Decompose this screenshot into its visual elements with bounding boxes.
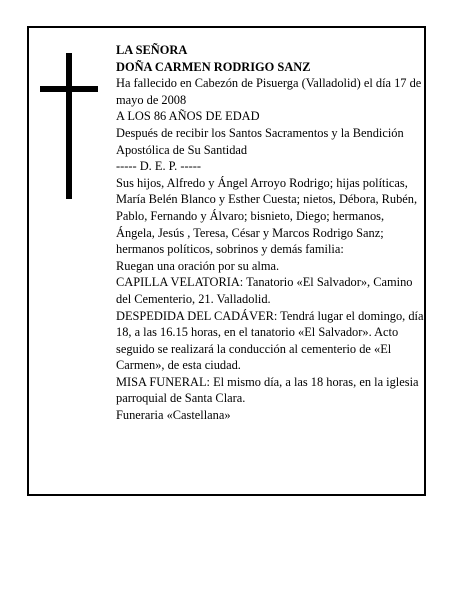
death-info: Ha fallecido en Cabezón de Pisuerga (Valladolid) el día 17 de mayo de 2008 <box>116 76 422 107</box>
cross-icon <box>40 53 98 199</box>
deceased-name: DOÑA CARMEN RODRIGO SANZ <box>116 59 311 74</box>
rip-line: ----- D. E. P. ----- <box>116 159 201 174</box>
cross-horizontal-bar <box>40 86 98 92</box>
sacraments-line: Después de recibir los Santos Sacramentos y la Bendición Apostólica de Su Santidad <box>116 125 404 157</box>
prayer-request: Ruegan una oración por su alma. <box>116 258 280 273</box>
funeral-home: Funeraria «Castellana» <box>116 408 231 423</box>
farewell-info: DESPEDIDA DEL CADÁVER: Tendrá lugar el domingo, día 18, a las 16.15 horas, en el tanatorio «El Salvador». Acto seguido se realizará la conducción al cementerio de «El Carmen», de esta ciudad. <box>116 308 424 373</box>
notice-title: LA SEÑORA <box>116 43 188 57</box>
cross-vertical-bar <box>66 53 72 199</box>
chapel-info: CAPILLA VELATORIA: Tanatorio «El Salvador», Camino del Cementerio, 21. Valladolid. <box>116 275 413 306</box>
family-list: Sus hijos, Alfredo y Ángel Arroyo Rodrigo; hijas políticas, María Belén Blanco y Esther Cuesta; nietos, Débora, Rubén, Pablo, Fernando y Álvaro; bisnieto, Diego; hermanos, Ángela, Jesús , Teresa, César y Marcos Rodrigo Sanz; hermanos políticos, sobrinos y demás familia: <box>116 175 418 257</box>
obituary-notice <box>27 26 426 496</box>
notice-text <box>116 42 424 424</box>
age-line: A LOS 86 AÑOS DE EDAD <box>116 109 260 124</box>
funeral-mass-info: MISA FUNERAL: El mismo día, a las 18 horas, en la iglesia parroquial de Santa Clara. <box>116 374 419 406</box>
